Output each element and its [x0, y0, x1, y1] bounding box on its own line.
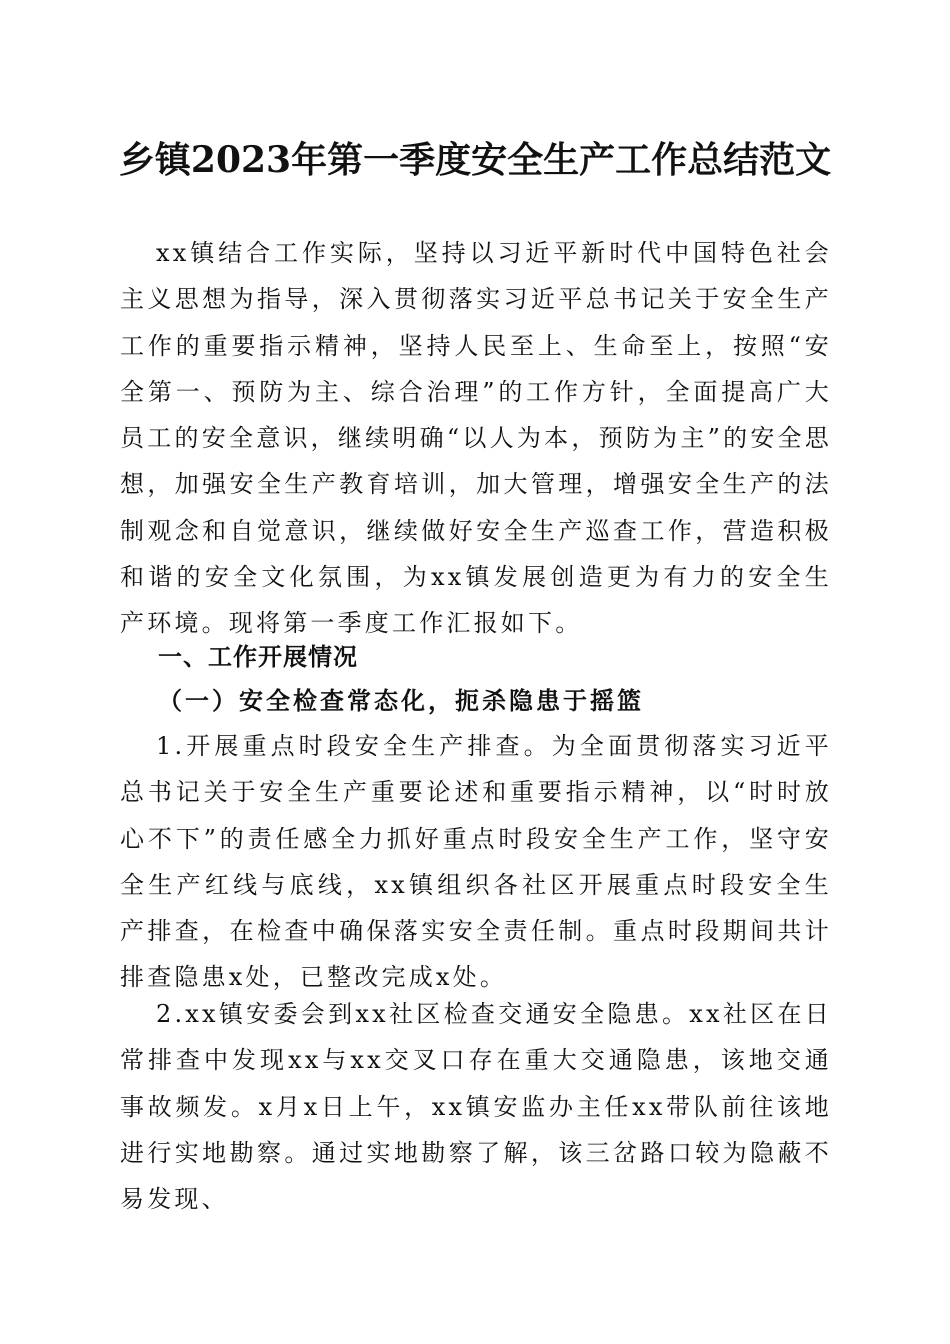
document-title: 乡镇2023年第一季度安全生产工作总结范文: [118, 139, 832, 181]
item-paragraph-2: 2.xx镇安委会到xx社区检查交通安全隐患。xx社区在日常排查中发现xx与xx交叉口存在重大交通隐患，该地交通事故频发。x月x日上午，xx镇安监办主任xx带队前往该地进行实地勘察。通过实地勘察了解，该三岔路口较为隐蔽不易发现、: [120, 1000, 832, 1214]
subsection-heading: （一）安全检查常态化，扼杀隐患于摇篮: [158, 686, 644, 715]
item-paragraph-1: 1.开展重点时段安全生产排查。为全面贯彻落实习近平总书记关于安全生产重要论述和重要指示精神，以“时时放心不下”的责任感全力抓好重点时段安全生产工作，坚守安全生产红线与底线，xx镇组织各社区开展重点时段安全生产排查，在检查中确保落实安全责任制。重点时段期间共计排查隐患x处，已整改完成x处。: [120, 732, 832, 992]
intro-paragraph: xx镇结合工作实际，坚持以习近平新时代中国特色社会主义思想为指导，深入贯彻落实习近平总书记关于安全生产工作的重要指示精神，坚持人民至上、生命至上，按照“安全第一、预防为主、综合治理”的工作方针，全面提高广大员工的安全意识，继续明确“以人为本，预防为主”的安全思想，加强安全生产教育培训，加大管理，增强安全生产的法制观念和自觉意识，继续做好安全生产巡查工作，营造积极和谐的安全文化氛围，为xx镇发展创造更为有力的安全生产环境。现将第一季度工作汇报如下。: [120, 239, 832, 638]
section-heading: 一、工作开展情况: [158, 643, 358, 671]
